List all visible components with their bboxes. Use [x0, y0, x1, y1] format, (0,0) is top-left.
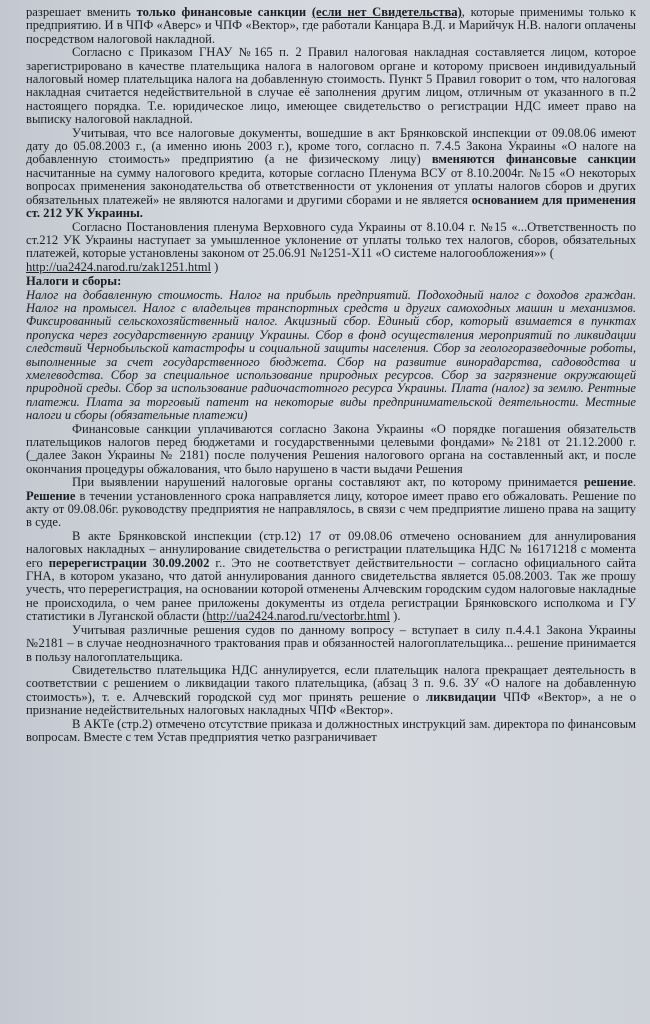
paragraph-order-165: Согласно с Приказом ГНАУ №165 п. 2 Правил налоговая накладная составляется лицом, которое зарегистрировано в качестве плательщика налога в налоговом органе и которому присвоен индивидуальный налоговый номер плательщика налога на добавленную стоимость. Пункт 5 Правил говорит о том, что налоговая накладная считается недействительной в случае её заполнения другим лицом, отличным от указанного в п.2 настоящего порядка. Т.е. юридическое лицо, имеющее свидетельство о регистрации НДС имеет право на выписку налоговой накладной. — [26, 45, 636, 127]
bold-financial-sanctions: только финансовые санкции — [136, 5, 307, 19]
bold-article-212: основанием для применения ст. 212 УК Украины. — [26, 192, 636, 221]
link-vectorbr[interactable]: http://ua2424.narod.ru/vectorbr.html — [206, 609, 391, 624]
bold-sanctions-imposed: вменяются финансовые санкции — [431, 152, 636, 167]
paragraph-sanctions-intro: разрешает вменить только финансовые санкции (если нет Свидетельства), которые применимы только к предприятию. И в ЧПФ «Аверс» и ЧПФ «Вектор», где работали Канцара В.Д. и Марийчук Н.В. налоги оплачены посредством налоговой накладной. — [26, 5, 636, 46]
bold-decision: решение — [583, 475, 633, 490]
paragraph-violations-decision: При выявлении нарушений налоговые органы составляют акт, по которому принимается решение. Решение в течении установленного срока направляется лицу, которое имеет право его обжаловать. Решение по акту от 09.08.06г. руководству предприятия не направлялось, в связи с чем предприятие лишено права на защиту в суде. — [26, 475, 636, 530]
underlined-no-certificate: (если нет Свидетельства) — [311, 5, 462, 19]
paragraph-plenum-resolution: Согласно Постановления пленума Верховного суда Украины от 8.10.04 г. №15 «...Ответственность по ст.212 УК Украины наступает за умышленное уклонение от уплаты только тех налогов, сборов, обязательных платежей, которые установлены законом от 25.06.91 №1251-Х11 «О системе налогообложения»» ( http://ua2424.narod.ru/zak1251.html ) — [26, 219, 636, 274]
bold-reregistration-date: перерегистрации 30.09.2002 — [48, 555, 210, 570]
paragraph-act-page-2: В АКТе (стр.2) отмечено отсутствие приказа и должностных инструкций зам. директора по финансовым вопросам. Вместе с тем Устав предприятия четко разграничивает — [26, 716, 636, 744]
paragraph-court-decisions: Учитывая различные решения судов по данному вопросу – вступает в силу п.4.4.1 Закона Украины №2181 – в случае неоднозначного трактования прав и обязанностей налогоплательщика... решение принимается в пользу налогоплательщика. — [26, 622, 636, 664]
bold-liquidation: ликвидации — [426, 689, 497, 704]
paragraph-bryankovka-act: В акте Брянковской инспекции (стр.12) 17 от 09.08.06 отмечено основанием для аннулирования налоговых накладных – аннулирование свидетельства о регистрации плательщика НДС № 16171218 с момента его перерегистрации 30.09.2002 г.. Это не соответствует действительности – согласно официального сайта ГНА, в котором указано, что датой аннулирования данного свидетельства является 05.08.2003. Так же прошу учесть, что перерегистрация, на основании которой отменены Алчевским городским судом налоговые накладные не происходила, о чем ранее приложены документы из отдела регистрации Брянковского исполкома и ГУ статистики в Луганской области (http://ua2424.narod.ru/vectorbr.html ). — [26, 528, 637, 624]
bold-decision-2: Решение — [26, 488, 76, 503]
link-zak1251[interactable]: http://ua2424.narod.ru/zak1251.html — [26, 259, 212, 274]
heading-taxes-and-fees: Налоги и сборы: — [26, 274, 122, 289]
paragraph-taxes-list: Налог на добавленную стоимость. Налог на прибыль предприятий. Подоходный налог с доходов граждан. Налог на промысел. Налог с владельцев транспортных средств и других самоходных машин и механизмов. Фиксированный сельскохозяйственный налог. Акцизный сбор. Единый сбор, который взимается в пунктах пропуска через государственную границу Украины. Сбор в фонд осуществления мероприятий по ликвидации следствий Чернобыльской катастрофы и социальной защиты населения. Сбор за геологоразведочные роботы, выполненные за счет государственного бюджета. Сбор на развитие винорадарства, садоводства и хмелеводства. Сбор за специальное использование природных ресурсов. Сбор за загрязнение окружающей природной среды. Сбор за использование радиочастотного ресурса Украины. Плата (налог) за землю. Рентные платежи. Плата за торговый патент на некоторые виды предпринимательской деятельности. Местные налоги и сборы (обязательные платежи) — [26, 287, 636, 423]
paragraph-tax-documents: Учитывая, что все налоговые документы, вошедшие в акт Брянковской инспекции от 09.08.06 имеют дату до 05.08.2003 г., (а именно июнь 2003 г.), кроме того, согласно п. 7.4.5 Закона Украины «О налоге на добавленную стоимость» предприятию (а не физическому лицу) вменяются финансовые санкции насчитанные на сумму налогового кредита, которые согласно Пленума ВСУ от 8.10.2004г. №15 «О некоторых вопросах применения законодательства об ответственности от уклонения от уплаты налогов сборов и других обязательных платежей» не являются налогами и другими сборами и не является основанием для применения ст. 212 УК Украины. — [26, 125, 636, 221]
paragraph-vat-certificate: Свидетельство плательщика НДС аннулируется, если плательщик налога прекращает деятельность в соответствии с решением о ликвидации такого плательщика, (абзац 3 п. 9.6. ЗУ «О налоге на добавленную стоимость»), т. е. Алчевский городской суд мог принять решение о ликвидации ЧПФ «Вектор», а не о признание недействительных налоговых накладных ЧПФ «Вектор». — [26, 662, 636, 718]
paragraph-law-2181: Финансовые санкции уплачиваются согласно Закона Украины «О порядке погашения обязательств плательщиков налогов перед бюджетами и государственными целевыми фондами» №2181 от 21.12.2000 г. (_далее Закон Украины № 2181) после получения Решения налогового органа на составленный акт, и после окончания процедуры обжалования, что было нарушено в части выдачи Решения — [26, 421, 636, 476]
